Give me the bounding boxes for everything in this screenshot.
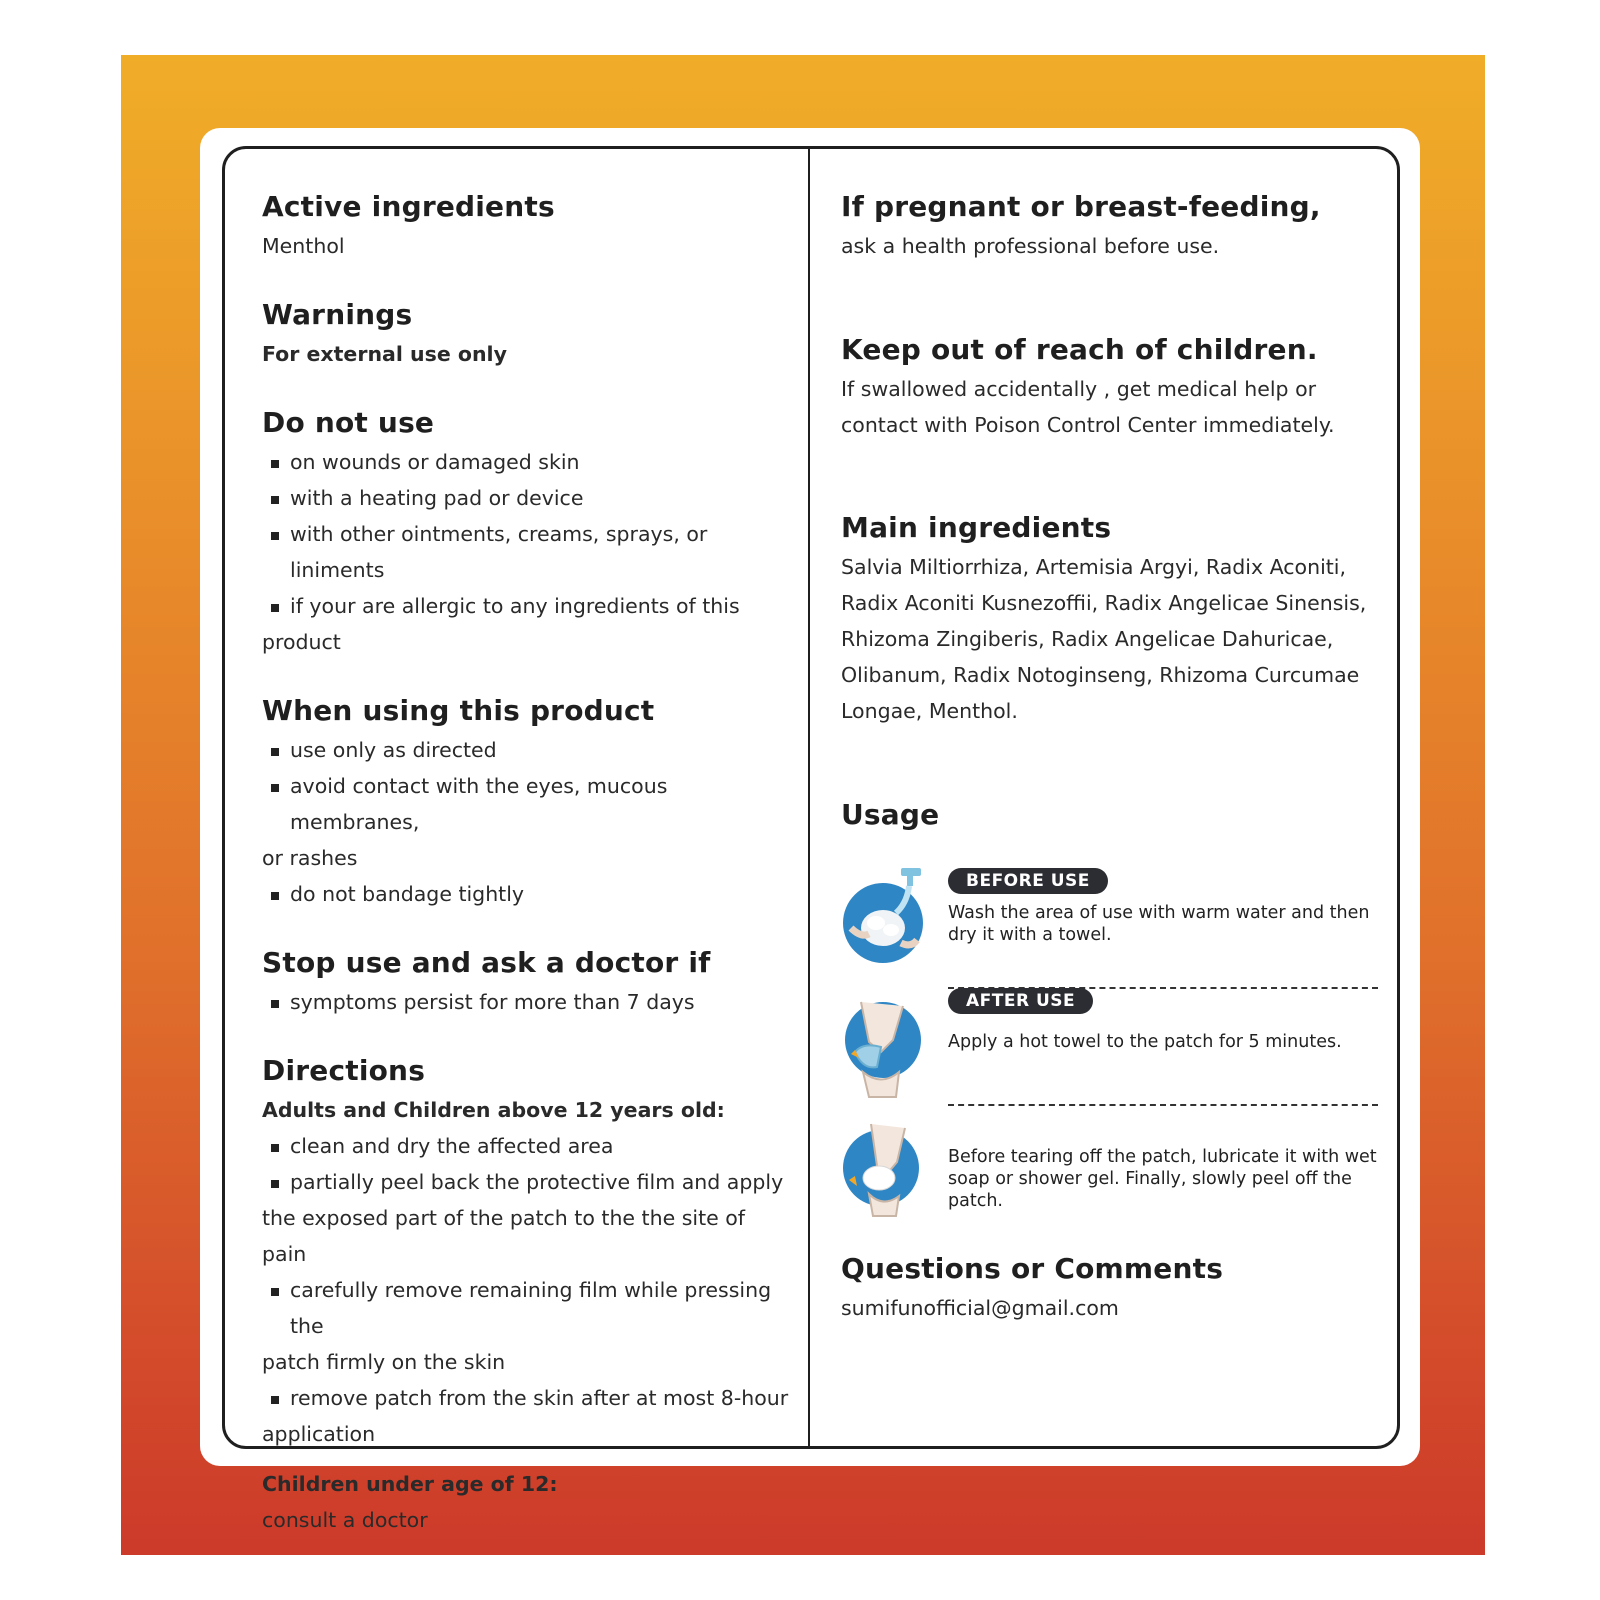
when-using-section — [262, 694, 792, 912]
keep-out-line-1: If swallowed accidentally , get medical help or — [841, 377, 1317, 401]
usage-step-remove — [841, 1116, 1381, 1226]
main-ingredients-line: Rhizoma Zingiberis, Radix Angelicae Dahuricae, — [841, 627, 1334, 651]
when-using-list — [262, 732, 792, 840]
keep-out-title: Keep out of reach of children. — [841, 333, 1318, 366]
contact-email: sumifunofficial@gmail.com — [841, 1296, 1119, 1320]
remove-line: Before tearing off the patch, lubricate it with wet — [948, 1147, 1377, 1167]
list-item-continuation: product — [262, 630, 341, 654]
questions-section — [841, 1252, 1381, 1326]
list-item-continuation: patch firmly on the skin — [262, 1350, 506, 1374]
list-item: if your are allergic to any ingredients of this — [262, 588, 792, 624]
remove-line: soap or shower gel. Finally, slowly peel off the patch. — [948, 1169, 1352, 1211]
when-using-list-cont — [262, 876, 792, 912]
list-item: symptoms persist for more than 7 days — [262, 984, 792, 1020]
directions-list-2 — [262, 1272, 792, 1344]
active-ingredients-section — [262, 190, 792, 264]
usage-step-before — [841, 868, 1381, 978]
remove-text — [948, 1146, 1378, 1212]
when-using-title: When using this product — [262, 694, 655, 727]
hand-washing-icon — [841, 868, 931, 978]
main-ingredients-section — [841, 511, 1381, 729]
active-ingredients-title: Active ingredients — [262, 190, 555, 223]
active-ingredients-body: Menthol — [262, 234, 345, 258]
list-item: clean and dry the affected area — [262, 1128, 792, 1164]
children-body: consult a doctor — [262, 1508, 428, 1532]
keep-out-line-2: contact with Poison Control Center immediately. — [841, 413, 1335, 437]
list-item: with other ointments, creams, sprays, or liniments — [262, 516, 792, 588]
pregnant-section — [841, 190, 1381, 264]
before-use-line: dry it with a towel. — [948, 925, 1112, 945]
list-item: remove patch from the skin after at most 8-hour — [262, 1380, 792, 1416]
warnings-section — [262, 298, 792, 372]
main-ingredients-title: Main ingredients — [841, 511, 1112, 544]
pregnant-title: If pregnant or breast-feeding, — [841, 190, 1321, 223]
list-item-continuation: application — [262, 1422, 376, 1446]
right-column — [841, 190, 1381, 1390]
list-item: partially peel back the protective film and apply — [262, 1164, 792, 1200]
list-item: with a heating pad or device — [262, 480, 792, 516]
main-ingredients-line: Olibanum, Radix Notoginseng, Rhizoma Curcumae — [841, 663, 1360, 687]
before-use-badge: BEFORE USE — [948, 868, 1108, 894]
after-use-badge: AFTER USE — [948, 988, 1093, 1014]
usage-step-after — [841, 988, 1381, 1108]
pregnant-body: ask a health professional before use. — [841, 234, 1220, 258]
stop-use-section — [262, 946, 792, 1020]
keep-out-section — [841, 333, 1381, 443]
list-item: on wounds or damaged skin — [262, 444, 792, 480]
children-title: Children under age of 12: — [262, 1472, 558, 1496]
left-column — [262, 190, 792, 1538]
directions-sub: Adults and Children above 12 years old: — [262, 1098, 725, 1122]
main-ingredients-line: Salvia Miltiorrhiza, Artemisia Argyi, Radix Aconiti, — [841, 555, 1347, 579]
stop-use-list — [262, 984, 792, 1020]
do-not-use-section — [262, 406, 792, 660]
directions-title: Directions — [262, 1054, 426, 1087]
do-not-use-title: Do not use — [262, 406, 435, 439]
warnings-title: Warnings — [262, 298, 413, 331]
after-use-text: Apply a hot towel to the patch for 5 minutes. — [948, 1032, 1342, 1052]
list-item: do not bandage tightly — [262, 876, 792, 912]
before-use-text — [948, 902, 1378, 946]
hot-towel-icon — [841, 992, 931, 1102]
directions-list — [262, 1128, 792, 1200]
list-item: use only as directed — [262, 732, 792, 768]
do-not-use-list — [262, 444, 792, 624]
list-item-continuation: the exposed part of the patch to the the site of pain — [262, 1206, 746, 1266]
column-divider — [808, 148, 810, 1448]
main-ingredients-line: Longae, Menthol. — [841, 699, 1018, 723]
list-item: avoid contact with the eyes, mucous membranes, — [262, 768, 792, 840]
directions-list-3 — [262, 1380, 792, 1416]
main-ingredients-line: Radix Aconiti Kusnezoffii, Radix Angelicae Sinensis, — [841, 591, 1367, 615]
peel-patch-icon — [841, 1116, 931, 1226]
questions-title: Questions or Comments — [841, 1252, 1224, 1285]
directions-section — [262, 1054, 792, 1538]
usage-title: Usage — [841, 798, 940, 831]
usage-section — [841, 798, 1381, 836]
before-use-line: Wash the area of use with warm water and then — [948, 903, 1370, 923]
dashed-divider — [948, 1104, 1378, 1106]
warnings-sub: For external use only — [262, 342, 507, 366]
stop-use-title: Stop use and ask a doctor if — [262, 946, 711, 979]
list-item-continuation: or rashes — [262, 846, 358, 870]
list-item: carefully remove remaining film while pressing the — [262, 1272, 792, 1344]
